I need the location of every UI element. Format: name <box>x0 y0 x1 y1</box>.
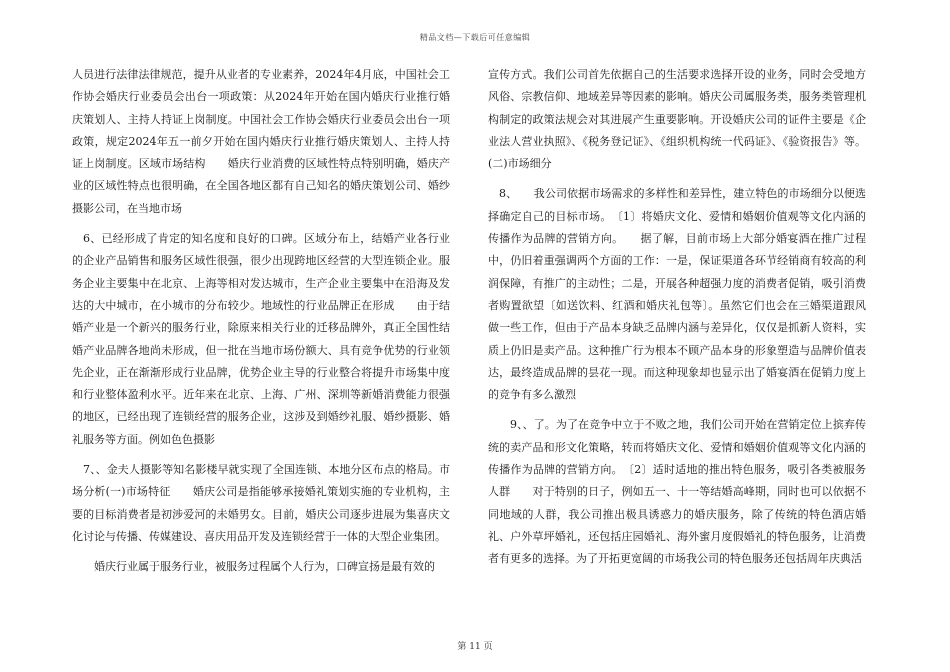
right-column <box>488 64 866 571</box>
paragraph: 6、已经形成了肯定的知名度和良好的口碑。区域分布上，结婚产业各行业的企业产品销售和服务区域性很强，很少出现跨地区经营的大型连锁企业。服务企业主要集中在北京、上海等相对发达城市，生产企业主要集中在沿海及发达的大中城市，在小城市的分布较少。地域性的行业品牌正在形成 由于结婚产业是一个新兴的服务行业，除原来相关行业的迁移品牌外，真正全国性结婚产业品牌各地尚未形成，但一批在当地市场份额大、具有竞争优势的行业领先企业，正在渐渐形成行业品牌，优势企业主导的行业整合将提升市场集中度和行业整体盈利水平。近年来在北京、上海、广州、深圳等新婚消费能力很强的地区，已经出现了连锁经营的服务企业，这涉及到婚纱礼服、婚纱摄影、婚礼服务等方面。例如色色摄影 <box>72 232 450 446</box>
paragraph: 9、、了。为了在竞争中立于不败之地，我们公司开始在营销定位上摈弃传统的卖产品和形文化策略，转而将婚庆文化、爱情和婚姻价值观等文化内涵的传播作为品牌的营销方向。 〔2〕适时适地的推出特色服务，吸引各类被服务人群 对于特别的日子，例如五一、十一等结婚高峰期，同时也可以依据不同地域的人群，我公司推出极具诱惑力的婚庆服务，除了传统的特色酒店婚礼、户外草坪婚礼，还包括庄园婚礼、海外蜜月度假婚礼的特色服务，让消费者有更多的选择。为了开拓更宽阔的市场我公司的特色服务还包括周年庆典活 <box>488 418 866 566</box>
paragraph: 人员进行法律法律规范，提升从业者的专业素养，2024年4月底，中国社会工作协会婚庆行业委员会出台一项政策：从2024年开始在国内婚庆行业推行婚庆策划人、主持人持证上岗制度。中国社会工作协会婚庆行业委员会出台一项政策，规定2024年五一前夕开始在国内婚庆行业推行婚庆策划人、主持人持证上岗制度。区域市场结构 婚庆行业消费的区域性特点特别明确，婚庆产业的区域性特点也很明确，在全国各地区都有自己知名的婚庆策划公司、婚纱摄影公司，在当地市场 <box>72 68 450 215</box>
paragraph: 婚庆行业属于服务行业，被服务过程属个人行为，口碑宣扬是最有效的 <box>94 560 435 574</box>
paragraph: 7、、金夫人摄影等知名影楼早就实现了全国连锁、本地分区布点的格局。市场分析(一)市场特征 婚庆公司是指能够承接婚礼策划实施的专业机构，主要的目标消费者是初涉爱河的未婚男女。目前，婚庆公司逐步进展为集喜庆文化讨论与传播、传媒建设、喜庆用品开发及连锁经营于一体的大型企业集团。 <box>72 463 450 543</box>
paragraph: 8、 我公司依据市场需求的多样性和差异性，建立特色的市场细分以便选择确定自己的目标市场。 〔1〕将婚庆文化、爱情和婚姻价值观等文化内涵的传播作为品牌的营销方向。 据了解，目前市场上大部分婚宴酒在推广过程中，仍旧着重强调两个方面的工作：一是，保证渠道各环节经销商有较高的利润保障，有推广的主动性；二是，开展各种超强力度的消费者促销，吸引消费者购置欲望〔如送饮料、红酒和婚庆礼包等〕。虽然它们也会在三婚渠道跟风做一些工作，但由于产品本身缺乏品牌内涵与差异化，仅仅是抓新人资料，实质上仍旧是卖产品。这种推广行为根本不顾产品本身的形象塑造与品牌价值表达，最终造成品牌的昙花一现。而这种现象却也显示出了婚宴酒在促销力度上的竞争有多么激烈 <box>488 187 866 402</box>
paragraph: 宣传方式。我们公司首先依据自己的生活要求选择开设的业务，同时会受地方风俗、宗教信仰、地域差异等因素的影响。婚庆公司属服务类，服务类管理机构制定的政策法规会对其进展产生重要影响。开设婚庆公司的证件主要是《企业法人营业执照》、《税务登记证》、《组织机构统一代码证》、《验资报告》等。(二)市场细分 <box>488 68 866 171</box>
page-header: 精品文档—下载后可任意编辑 <box>419 33 531 42</box>
left-column <box>72 64 450 579</box>
page-footer: 第 11 页 <box>457 642 493 652</box>
